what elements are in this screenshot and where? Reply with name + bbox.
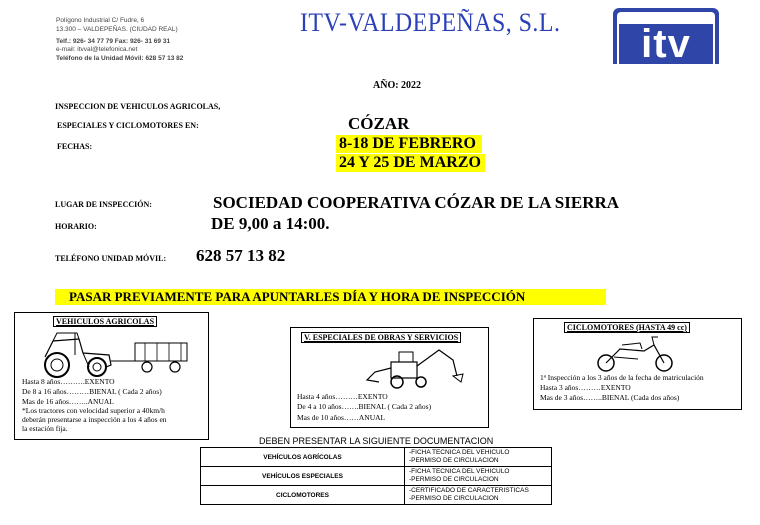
schedule-label: HORARIO: [55,222,97,231]
itv-logo-text: itv [619,24,713,64]
agricultural-vehicles-box [14,312,209,440]
special-rule-1: Hasta 4 años………EXENTO [297,392,388,401]
docs-category: VEHÍCULOS AGRÍCOLAS [201,448,405,467]
docs-requirements [405,467,552,486]
tractor-trailer-icon [27,329,205,379]
special-rule-3: Mas de 10 años……ANUAL [297,413,386,422]
agricultural-rule-1: Hasta 8 años……….EXENTO [22,377,115,386]
docs-requirement: -PERMISO DE CIRCULACION [409,457,499,464]
phone-value: 628 57 13 82 [196,246,286,265]
docs-requirement: -CERTIFICADO DE CARACTERISTICAS [409,487,529,494]
docs-heading: DEBEN PRESENTAR LA SIGUIENTE DOCUMENTACION [259,436,494,446]
address-phone-fax: Telf.: 926- 34 77 79 Fax: 926- 31 69 31 [56,38,171,45]
inspection-town: CÓZAR [348,114,410,133]
docs-requirement: -PERMISO DE CIRCULACION [409,495,499,502]
docs-requirement: -FICHA TECNICA DEL VEHICULO [409,468,510,475]
docs-table [200,447,552,505]
agricultural-rule-2: De 8 a 16 años………BIENAL ( Cada 2 años) [22,387,162,396]
agricultural-note-1: *Los tractores con velocidad superior a 40km/h [22,406,165,415]
docs-requirements [405,448,552,467]
table-row [201,467,552,486]
agricultural-note-2: deberán presentarse a inspección a los 4 años en [22,415,167,424]
inspection-place: SOCIEDAD COOPERATIVA CÓZAR DE LA SIERRA [213,193,620,212]
moped-icon [592,335,682,373]
place-label: LUGAR DE INSPECCIÓN: [55,200,152,209]
address-mobile-unit: Teléfono de la Unidad Móvil: 628 57 13 82 [56,55,184,62]
year-label: AÑO: 2022 [373,80,422,91]
address-line-1: Polígono Industrial C/ Fudre, 6 [56,17,145,24]
schedule-value: DE 9,00 a 14:00. [211,214,330,233]
notice-banner: PASAR PREVIAMENTE PARA APUNTARLES DÍA Y HORA DE INSPECCIÓN [55,289,606,305]
mopeds-box-title: CICLOMOTORES (HASTA 49 cc) [564,322,690,333]
agricultural-note-3: la estación fija. [22,424,68,433]
inspection-type-line2: ESPECIALES Y CICLOMOTORES EN: [57,121,199,130]
mopeds-rule-2: Hasta 3 años………EXENTO [540,383,631,392]
mopeds-box [533,318,742,410]
itv-logo [613,8,719,64]
backhoe-loader-icon [361,346,481,390]
mopeds-rule-3: Mas de 3 años……..BIENAL (Cada dos años) [540,393,680,402]
inspection-type-line1: INSPECCION DE VEHICULOS AGRICOLAS, [55,102,221,111]
docs-category: VEHÍCULOS ESPECIALES [201,467,405,486]
table-row [201,448,552,467]
table-row [201,486,552,505]
special-vehicles-box [290,327,489,428]
docs-category: CICLOMOTORES [201,486,405,505]
address-line-2: 13.300 – VALDEPEÑAS. (CIUDAD REAL) [56,26,178,33]
docs-requirement: -PERMISO DE CIRCULACION [409,476,499,483]
special-rule-2: De 4 a 10 años…….BIENAL ( Cada 2 años) [297,402,432,411]
date-range-1: 8-18 DE FEBRERO [336,135,482,153]
company-title: ITV-VALDEPEÑAS, S.L. [300,8,561,37]
address-email: e-mail: itvval@telefonica.net [56,46,138,53]
agricultural-rule-3: Mas de 16 años……..ANUAL [22,397,114,406]
mopeds-rule-1: 1ª Inspección a los 3 años de la fecha de matriculación [540,373,704,382]
docs-requirements [405,486,552,505]
special-box-title: V. ESPECIALES DE OBRAS Y SERVICIOS [301,332,461,343]
docs-requirement: -FICHA TECNICA DEL VEHICULO [409,449,510,456]
agricultural-box-title: VEHICULOS AGRICOLAS [53,316,157,327]
dates-label: FECHAS: [57,142,93,151]
date-range-2: 24 Y 25 DE MARZO [336,154,485,172]
phone-label: TELÉFONO UNIDAD MÓVIL: [55,254,167,263]
